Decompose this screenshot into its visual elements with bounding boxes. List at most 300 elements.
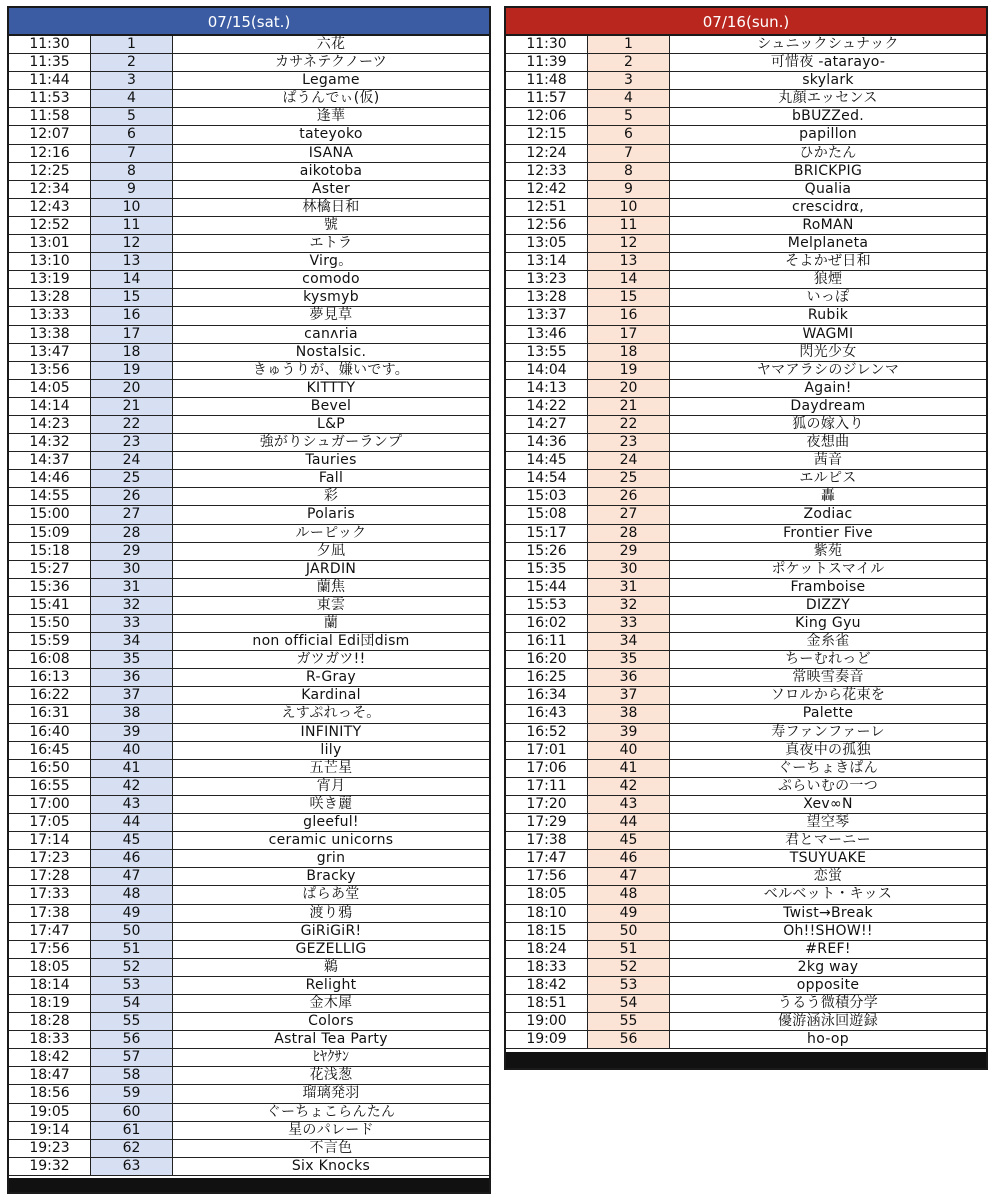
- performer-name: 六花: [316, 36, 346, 52]
- table-row: [9, 651, 489, 669]
- table-row: [9, 217, 489, 235]
- table-row: [9, 633, 489, 651]
- slot-number: 5: [91, 108, 173, 125]
- performer-name: comodo: [302, 271, 360, 288]
- table-row: [506, 434, 986, 452]
- start-time: 14:05: [9, 380, 91, 397]
- slot-number: 5: [588, 108, 670, 125]
- table-row: [9, 525, 489, 543]
- performer-name: 夜想曲: [806, 434, 850, 451]
- table-row: [506, 543, 986, 561]
- performer-name: crescidrα,: [792, 198, 864, 215]
- start-time: 13:05: [506, 235, 588, 252]
- slot-number: 28: [588, 525, 670, 542]
- table-row: [506, 633, 986, 651]
- performer-name: きゅうりが、嫌いです。: [252, 361, 410, 378]
- table-row: [9, 199, 489, 217]
- performer-name: 2kg way: [797, 958, 859, 975]
- start-time: 17:28: [9, 868, 91, 885]
- performer-name: Colors: [308, 1013, 354, 1030]
- slot-number: 11: [91, 217, 173, 234]
- slot-number: 35: [588, 651, 670, 668]
- performer-name: 蘭: [323, 615, 339, 631]
- table-row: [9, 36, 489, 54]
- performer-name: RoMAN: [802, 216, 854, 233]
- table-row: [506, 796, 986, 814]
- slot-number: 42: [588, 778, 670, 795]
- start-time: 18:33: [506, 959, 588, 976]
- start-time: 16:55: [9, 778, 91, 795]
- table-row: [9, 1031, 489, 1049]
- slot-number: 3: [588, 72, 670, 89]
- start-time: 11:48: [506, 72, 588, 89]
- slot-number: 59: [91, 1085, 173, 1102]
- performer-name: 渡り鴉: [309, 904, 353, 921]
- slot-number: 62: [91, 1140, 173, 1157]
- performer-name: skylark: [802, 72, 854, 89]
- slot-number: 30: [91, 561, 173, 578]
- performer-name: ぐーちょきぱん: [777, 759, 879, 776]
- start-time: 17:33: [9, 886, 91, 903]
- table-row: [9, 54, 489, 72]
- start-time: 16:50: [9, 760, 91, 777]
- start-time: 11:58: [9, 108, 91, 125]
- start-time: 11:35: [9, 54, 91, 71]
- slot-number: 48: [588, 886, 670, 903]
- slot-number: 1: [91, 36, 173, 53]
- start-time: 17:14: [9, 832, 91, 849]
- table-row: [9, 941, 489, 959]
- table-row: [506, 886, 986, 904]
- table-row: [506, 1013, 986, 1031]
- start-time: 15:18: [9, 543, 91, 560]
- start-time: 16:08: [9, 651, 91, 668]
- slot-number: 2: [588, 54, 670, 71]
- slot-number: 49: [91, 905, 173, 922]
- table-row: [9, 760, 489, 778]
- slot-number: 8: [588, 163, 670, 180]
- performer-name: 逢華: [316, 108, 346, 125]
- start-time: 13:38: [9, 326, 91, 343]
- start-time: 19:32: [9, 1158, 91, 1175]
- performer-name: R-Gray: [306, 669, 356, 686]
- start-time: 11:53: [9, 90, 91, 107]
- performer-name: 不言色: [309, 1139, 353, 1156]
- start-time: 12:24: [506, 145, 588, 162]
- table-row: [9, 1067, 489, 1085]
- start-time: 18:28: [9, 1013, 91, 1030]
- start-time: 18:42: [9, 1049, 91, 1066]
- table-row: [506, 651, 986, 669]
- slot-number: 14: [588, 271, 670, 288]
- start-time: 15:09: [9, 525, 91, 542]
- performer-name: Qualia: [804, 180, 852, 197]
- start-time: 14:13: [506, 380, 588, 397]
- performer-name: ho-op: [807, 1031, 849, 1048]
- start-time: 16:20: [506, 651, 588, 668]
- slot-number: 3: [91, 72, 173, 89]
- table-row: [9, 1085, 489, 1103]
- performer-name: そよかぜ日和: [785, 253, 871, 270]
- table-row: [506, 724, 986, 742]
- slot-number: 13: [588, 253, 670, 270]
- performer-name: Rubik: [807, 307, 849, 324]
- performer-name: 紫苑: [813, 542, 843, 559]
- slot-number: 38: [91, 705, 173, 722]
- table-row: [9, 669, 489, 687]
- table-row: [506, 289, 986, 307]
- table-row: [9, 543, 489, 561]
- slot-number: 36: [588, 669, 670, 686]
- table-row: [9, 344, 489, 362]
- table-row: [9, 90, 489, 108]
- performer-name: ぱらあ堂: [302, 886, 360, 903]
- start-time: 16:13: [9, 669, 91, 686]
- start-time: 14:37: [9, 452, 91, 469]
- performer-name: Twist→Break: [783, 904, 873, 921]
- start-time: 15:53: [506, 597, 588, 614]
- slot-number: 19: [91, 362, 173, 379]
- start-time: 17:47: [506, 850, 588, 867]
- table-row: [9, 1122, 489, 1140]
- start-time: 17:47: [9, 923, 91, 940]
- slot-number: 26: [91, 488, 173, 505]
- slot-number: 57: [91, 1049, 173, 1066]
- performer-name: opposite: [796, 976, 860, 993]
- table-row: [9, 470, 489, 488]
- performer-name: Frontier Five: [783, 524, 873, 541]
- performer-name: Legame: [302, 72, 360, 89]
- slot-number: 44: [91, 814, 173, 831]
- slot-number: 21: [91, 398, 173, 415]
- start-time: 16:11: [506, 633, 588, 650]
- slot-number: 34: [91, 633, 173, 650]
- slot-number: 13: [91, 253, 173, 270]
- performer-name: ひかたん: [799, 144, 857, 161]
- slot-number: 53: [91, 977, 173, 994]
- start-time: 18:05: [506, 886, 588, 903]
- slot-number: 21: [588, 398, 670, 415]
- table-row: [9, 995, 489, 1013]
- performer-name: INFINITY: [300, 723, 362, 740]
- table-row: [9, 597, 489, 615]
- start-time: 14:55: [9, 488, 91, 505]
- slot-number: 32: [588, 597, 670, 614]
- performer-name: 閃光少女: [799, 343, 857, 360]
- slot-number: 22: [91, 416, 173, 433]
- performer-name: 可惜夜 -atarayo-: [770, 54, 886, 71]
- table-row: [9, 398, 489, 416]
- performer-name: canᴧria: [304, 325, 358, 342]
- start-time: 18:05: [9, 959, 91, 976]
- table-row: [9, 307, 489, 325]
- performer-name: 號: [323, 216, 339, 233]
- slot-number: 7: [588, 145, 670, 162]
- start-time: 18:51: [506, 995, 588, 1012]
- start-time: 15:00: [9, 506, 91, 523]
- performer-name: 宵月: [316, 777, 346, 794]
- table-row: [9, 1049, 489, 1067]
- performer-name: bBUZZed.: [791, 108, 865, 125]
- slot-number: 41: [91, 760, 173, 777]
- performer-name: 轟: [820, 488, 836, 505]
- slot-number: 10: [91, 199, 173, 216]
- performer-name: エトラ: [309, 235, 353, 252]
- performer-name: 狼煙: [813, 271, 843, 288]
- table-row: [9, 1104, 489, 1122]
- table-row: [506, 525, 986, 543]
- slot-number: 51: [91, 941, 173, 958]
- slot-number: 37: [588, 687, 670, 704]
- slot-number: 53: [588, 977, 670, 994]
- table-row: [506, 253, 986, 271]
- performer-name: Melplaneta: [787, 235, 869, 252]
- start-time: 13:37: [506, 307, 588, 324]
- slot-number: 44: [588, 814, 670, 831]
- start-time: 18:24: [506, 941, 588, 958]
- performer-name: tateyoko: [299, 126, 363, 143]
- slot-number: 54: [91, 995, 173, 1012]
- table-row: [9, 1158, 489, 1176]
- start-time: 14:27: [506, 416, 588, 433]
- slot-number: 15: [588, 289, 670, 306]
- performer-name: ISANA: [308, 144, 354, 161]
- day-header-sun: 07/16(sun.): [506, 8, 986, 36]
- slot-number: 55: [588, 1013, 670, 1030]
- start-time: 17:23: [9, 850, 91, 867]
- slot-number: 45: [588, 832, 670, 849]
- table-row: [506, 199, 986, 217]
- performer-name: ヤマアラシのジレンマ: [756, 361, 900, 378]
- performer-name: aikotoba: [299, 162, 363, 179]
- slot-number: 29: [91, 543, 173, 560]
- table-row: [506, 832, 986, 850]
- start-time: 15:35: [506, 561, 588, 578]
- start-time: 19:23: [9, 1140, 91, 1157]
- table-row: [506, 814, 986, 832]
- slot-number: 35: [91, 651, 173, 668]
- slot-number: 30: [588, 561, 670, 578]
- table-row: [506, 398, 986, 416]
- table-row: [9, 705, 489, 723]
- slot-number: 37: [91, 687, 173, 704]
- table-row: [9, 923, 489, 941]
- performer-name: Polaris: [306, 506, 356, 523]
- table-row: [506, 705, 986, 723]
- start-time: 16:34: [506, 687, 588, 704]
- table-row: [9, 488, 489, 506]
- start-time: 16:43: [506, 705, 588, 722]
- table-row: [506, 742, 986, 760]
- slot-number: 58: [91, 1067, 173, 1084]
- start-time: 12:56: [506, 217, 588, 234]
- start-time: 13:28: [506, 289, 588, 306]
- start-time: 11:39: [506, 54, 588, 71]
- table-row: [506, 126, 986, 144]
- start-time: 14:45: [506, 452, 588, 469]
- performer-name: ぐーちょこらんたん: [266, 1103, 396, 1120]
- table-row: [9, 977, 489, 995]
- start-time: 15:41: [9, 597, 91, 614]
- slot-number: 24: [588, 452, 670, 469]
- start-time: 18:47: [9, 1067, 91, 1084]
- start-time: 13:19: [9, 271, 91, 288]
- slot-number: 20: [91, 380, 173, 397]
- table-row: [9, 724, 489, 742]
- table-row: [9, 886, 489, 904]
- start-time: 15:17: [506, 525, 588, 542]
- table-row: [506, 362, 986, 380]
- table-row: [9, 181, 489, 199]
- table-row: [506, 307, 986, 325]
- start-time: 12:15: [506, 126, 588, 143]
- performer-name: 強がりシュガーランプ: [259, 434, 403, 451]
- start-time: 14:54: [506, 470, 588, 487]
- performer-name: 常映雪奏音: [792, 669, 864, 686]
- performer-name: 狐の嫁入り: [792, 415, 864, 432]
- table-row: [9, 289, 489, 307]
- slot-number: 25: [91, 470, 173, 487]
- performer-name: GEZELLIG: [295, 940, 367, 957]
- slot-number: 27: [91, 506, 173, 523]
- table-row: [9, 506, 489, 524]
- start-time: 17:05: [9, 814, 91, 831]
- start-time: 17:56: [506, 868, 588, 885]
- table-row: [9, 1013, 489, 1031]
- performer-name: DIZZY: [805, 596, 851, 613]
- table-row: [506, 561, 986, 579]
- table-row: [506, 145, 986, 163]
- table-row: [506, 778, 986, 796]
- start-time: 12:16: [9, 145, 91, 162]
- start-time: 16:02: [506, 615, 588, 632]
- slot-number: 26: [588, 488, 670, 505]
- performer-name: 東雲: [316, 596, 346, 613]
- slot-number: 23: [588, 434, 670, 451]
- start-time: 18:15: [506, 923, 588, 940]
- start-time: 12:33: [506, 163, 588, 180]
- table-row: [506, 488, 986, 506]
- slot-number: 7: [91, 145, 173, 162]
- slot-number: 10: [588, 199, 670, 216]
- day-table-sun: [504, 6, 988, 1070]
- slot-number: 32: [91, 597, 173, 614]
- table-row: [9, 905, 489, 923]
- start-time: 18:14: [9, 977, 91, 994]
- slot-number: 12: [91, 235, 173, 252]
- slot-number: 52: [91, 959, 173, 976]
- performer-name: 五芒星: [309, 759, 353, 776]
- performer-name: JARDIN: [305, 560, 357, 577]
- performer-name: ぱうんでぃ(仮): [282, 90, 380, 107]
- start-time: 14:46: [9, 470, 91, 487]
- table-row: [9, 959, 489, 977]
- start-time: 14:23: [9, 416, 91, 433]
- start-time: 15:26: [506, 543, 588, 560]
- table-row: [9, 615, 489, 633]
- slot-number: 23: [91, 434, 173, 451]
- start-time: 17:20: [506, 796, 588, 813]
- table-row: [9, 126, 489, 144]
- slot-number: 28: [91, 525, 173, 542]
- slot-number: 29: [588, 543, 670, 560]
- table-row: [9, 832, 489, 850]
- start-time: 12:51: [506, 199, 588, 216]
- slot-number: 4: [588, 90, 670, 107]
- performer-name: 君とマーニー: [785, 832, 871, 849]
- slot-number: 20: [588, 380, 670, 397]
- start-time: 17:06: [506, 760, 588, 777]
- performer-name: 林檎日和: [302, 198, 360, 215]
- table-row: [506, 669, 986, 687]
- table-row: [9, 452, 489, 470]
- start-time: 15:59: [9, 633, 91, 650]
- start-time: 14:22: [506, 398, 588, 415]
- performer-name: Tauries: [305, 452, 357, 469]
- table-row: [506, 995, 986, 1013]
- table-row: [506, 90, 986, 108]
- slot-number: 16: [91, 307, 173, 324]
- performer-name: ﾋﾔｸｻﾝ: [312, 1049, 350, 1066]
- start-time: 19:14: [9, 1122, 91, 1139]
- performer-name: シュニックシュナック: [757, 36, 899, 52]
- performer-name: 金糸雀: [806, 633, 850, 650]
- start-time: 13:33: [9, 307, 91, 324]
- slot-number: 24: [91, 452, 173, 469]
- table-row: [506, 163, 986, 181]
- performer-name: papillon: [799, 126, 857, 143]
- slot-number: 34: [588, 633, 670, 650]
- start-time: 19:05: [9, 1104, 91, 1121]
- slot-number: 40: [91, 742, 173, 759]
- slot-number: 60: [91, 1104, 173, 1121]
- table-row: [9, 561, 489, 579]
- performer-name: ソロルから花束を: [770, 687, 886, 704]
- slot-number: 38: [588, 705, 670, 722]
- performer-name: Fall: [318, 470, 344, 487]
- table-row: [9, 362, 489, 380]
- performer-name: 花浅葱: [309, 1067, 353, 1084]
- start-time: 17:56: [9, 941, 91, 958]
- start-time: 11:44: [9, 72, 91, 89]
- performer-name: GiRiGiR!: [300, 922, 362, 939]
- performer-name: ぷらいむの一つ: [777, 777, 879, 794]
- table-row: [506, 54, 986, 72]
- slot-number: 47: [588, 868, 670, 885]
- start-time: 11:57: [506, 90, 588, 107]
- performer-name: えすぷれっそ。: [281, 705, 381, 722]
- performer-name: ガツガツ!!: [296, 651, 366, 668]
- performer-name: 瑠璃発羽: [302, 1085, 360, 1102]
- start-time: 12:25: [9, 163, 91, 180]
- performer-name: 星のパレード: [288, 1121, 374, 1138]
- table-row: [506, 452, 986, 470]
- start-time: 12:34: [9, 181, 91, 198]
- table-row: [506, 1031, 986, 1049]
- table-row: [506, 36, 986, 54]
- slot-number: 6: [588, 126, 670, 143]
- start-time: 15:27: [9, 561, 91, 578]
- start-time: 11:30: [9, 36, 91, 53]
- slot-number: 51: [588, 941, 670, 958]
- start-time: 18:42: [506, 977, 588, 994]
- slot-number: 4: [91, 90, 173, 107]
- start-time: 19:00: [506, 1013, 588, 1030]
- performer-name: TSUYUAKE: [789, 850, 867, 867]
- start-time: 13:10: [9, 253, 91, 270]
- start-time: 17:11: [506, 778, 588, 795]
- performer-name: Bevel: [310, 397, 352, 414]
